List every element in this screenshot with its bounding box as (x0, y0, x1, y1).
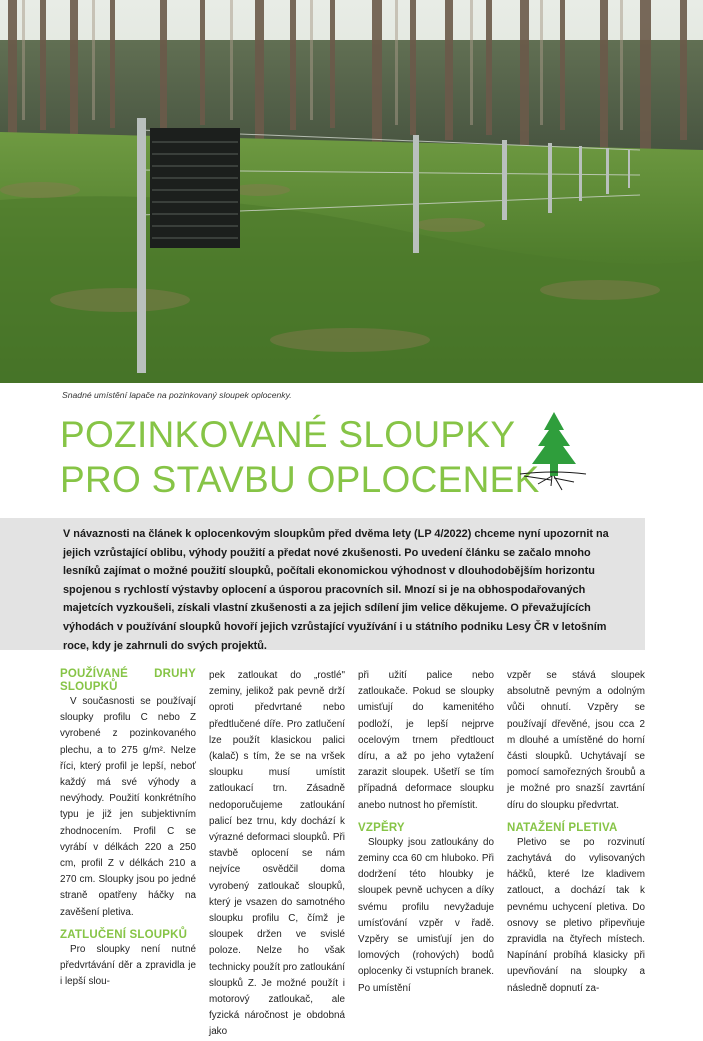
trap-box (150, 128, 240, 248)
paragraph: Sloupky jsou zatloukány do zeminy cca 60 cm hluboko. Při dodržení této hloubky je sloupek pevně uchycen a díky svému profilu nevyžaduje umísťování vzpěr v řadě. Vzpěry se umisťují jen do lomových (rohových) bodů oplocenky či vstupních branek. Po umístění (358, 836, 494, 994)
column-2 (209, 668, 345, 1041)
photo-caption: Snadné umístění lapače na pozinkovaný sloupek oplocenky. (62, 390, 292, 400)
paragraph: Pro sloupky není nutné předvrtávání děr a zpravidla je i lepší slou- (60, 943, 196, 988)
column-1 (60, 668, 196, 990)
title-line-1: POZINKOVANÉ SLOUPKY (60, 414, 516, 455)
article-title (60, 412, 540, 502)
paragraph: Pletivo se po rozvinutí zachytává do vylisovaných háčků, které lze kladivem zatlouct, a dochází tak k pevnému uchycení pletiva. Do osnovy se pletivo připevňuje zpravidla na čtyřech místech. Napínání probíhá klasicky při upevňování na sloupky a následně dopnutí za- (507, 836, 645, 994)
column-4 (507, 668, 645, 997)
paragraph: V současnosti se používají sloupky profilu C nebo Z vyrobené z pozinkovaného plechu, a to 275 g/m². Nelze říci, který profil je lepší, neboť každý má své výhody a nevýhody. Použití konkrétního typu je již jen subjektivním zhodnocením. Profil C se vyrábí v délkách 220 a 250 cm, profil Z v délkách 210 a 270 cm. Sloupky jsou po jedné straně opatřeny háčky na zavěšení pletiva. (60, 696, 196, 918)
heading-sloupky-druhy: POUŽÍVANÉ DRUHY SLOUPKŮ (60, 668, 196, 693)
lead-text: V návaznosti na článek k oplocenkovým sloupkům před dvěma lety (LP 4/2022) chceme nyní upozornit na jejich vzrůstající oblibu, výhody použití a předat nové zkušenosti. Po uvedení článku se začalo mnoho lesníků zajímat o možné použití sloupků, počítali ekonomickou výhodnost v dlouhodobějším horizontu spojenou s rychlostí výstavby oplocení a úsporou pracovních sil. Mnozí si je na obhospodařovaných majetcích vyzkoušeli, získali vlastní zkušenosti a za jejich sdílení jim velice děkujeme. O převažujících výhodách v používání sloupků hovoří jejich vzrůstající využívání i u státního podniku Lesy ČR v letošním roce, kdy je zahrnuli do svých projektů. (63, 528, 609, 652)
tree-icon (518, 410, 590, 495)
heading-natazeni-pletiva: NATAŽENÍ PLETIVA (507, 821, 618, 834)
paragraph: při užití palice nebo zatloukače. Pokud se sloupky umisťují do kamenitého podloží, je lepší nejprve ocelovým trnem předtlouct díru, a až po jeho vytažení zarazit sloupek. Ušetří se tím případná deformace sloupku anebo nutnost ho přemístit. (358, 670, 494, 811)
heading-zatluceni: ZATLUČENÍ SLOUPKŮ (60, 928, 188, 941)
heading-vzpery: VZPĚRY (358, 821, 405, 834)
lead-box (0, 518, 645, 650)
header-photo (0, 0, 703, 383)
forest-fence-photo (0, 0, 703, 383)
title-line-2: PRO STAVBU OPLOCENEK (60, 459, 540, 500)
column-3 (358, 668, 494, 997)
paragraph: pek zatloukat do „rostlé" zeminy, jelikož pak pevně drží oproti předvrtané nebo předtlučené díře. Pro zatlučení lze použít klasickou palici (kalač) s tím, že se na vršek sloupku musí umístit zatloukací trn. Zásadně nedoporučujeme zatloukání palicí bez trnu, kdy dochází k výrazné deformaci sloupků. Při stavbě oplocení se nám nejvíce osvědčil doma vyrobený zatloukač sloupků, který je vsazen do samotného sloupku profilu C, čímž je sloupek držen ve svislé poloze. Nelze ho však technicky použít pro zatloukání sloupků Z. Je možné použít i motorový zatloukač, ale fyzická náročnost je obdobná jako (209, 670, 345, 1038)
article-body (60, 668, 648, 1038)
paragraph: vzpěr se stává sloupek absolutně pevným a odolným vůči ohnutí. Vzpěry se používají dřevěné, jsou cca 2 m dlouhé a umístěné do horní části sloupků. Uchytávají se pomocí samořezných šroubů a je možné pro snazší zavrtání díru do sloupku předvrtat. (507, 670, 645, 811)
